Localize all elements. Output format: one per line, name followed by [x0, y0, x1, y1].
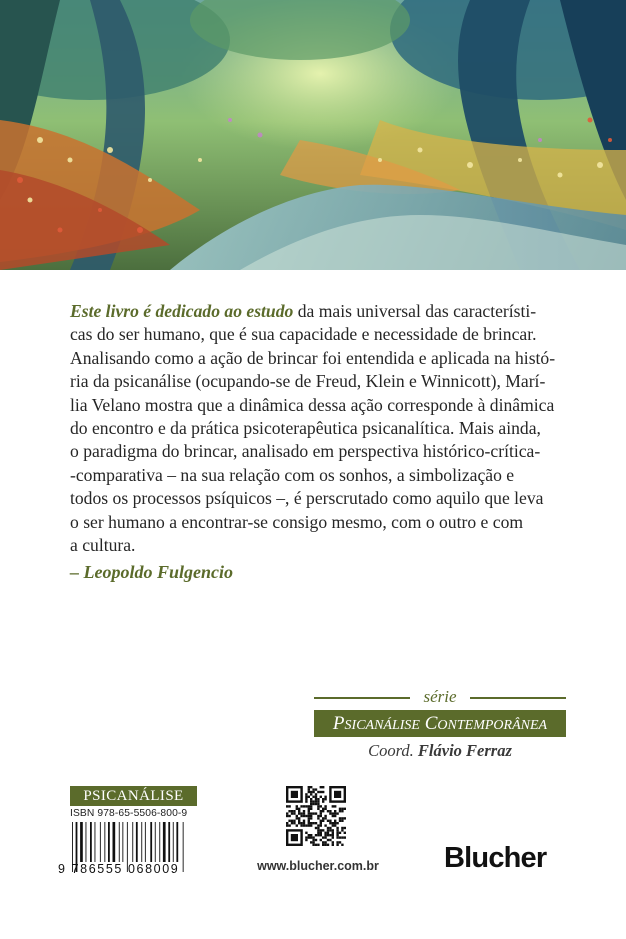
qr-module	[291, 820, 293, 822]
qr-module	[332, 822, 334, 824]
qr-module	[320, 791, 322, 793]
qr-module	[332, 812, 334, 814]
qr-module	[312, 788, 314, 790]
barcode-bar	[132, 822, 133, 862]
qr-module	[312, 841, 314, 843]
qr-module	[327, 832, 329, 834]
qr-module	[327, 834, 329, 836]
qr-module	[298, 812, 300, 814]
barcode-digits: 9 786555 068009	[58, 862, 180, 876]
qr-module	[286, 805, 288, 807]
qr-module	[288, 824, 290, 826]
barcode-bar	[173, 822, 174, 862]
qr-module	[324, 824, 326, 826]
qr-module	[305, 839, 307, 841]
barcode-bar	[163, 822, 166, 862]
qr-module	[310, 841, 312, 843]
qr-module	[300, 815, 302, 817]
cover-painting	[0, 0, 626, 270]
qr-module	[334, 824, 336, 826]
qr-module	[322, 836, 324, 838]
qr-module	[310, 822, 312, 824]
qr-module	[324, 798, 326, 800]
synopsis-text	[70, 300, 556, 557]
qr-module	[298, 810, 300, 812]
qr-module	[336, 844, 338, 846]
qr-module	[308, 796, 310, 798]
barcode-bar	[176, 822, 178, 862]
qr-module	[308, 834, 310, 836]
synopsis-line: lia Velano mostra que a dinâmica dessa ação corresponde à dinâmica	[70, 394, 555, 415]
qr-module	[322, 844, 324, 846]
qr-module	[320, 812, 322, 814]
qr-module	[300, 824, 302, 826]
qr-module	[334, 810, 336, 812]
qr-module	[317, 829, 319, 831]
qr-module	[317, 827, 319, 829]
qr-module	[303, 822, 305, 824]
qr-module	[296, 815, 298, 817]
qr-module	[308, 836, 310, 838]
qr-module	[327, 820, 329, 822]
qr-module	[336, 829, 338, 831]
barcode-bar	[95, 822, 96, 862]
qr-module	[336, 836, 338, 838]
qr-module	[322, 810, 324, 812]
qr-module	[286, 822, 288, 824]
synopsis-line-1: da mais universal das característi-	[293, 301, 537, 321]
barcode-bar	[86, 822, 87, 862]
qr-module	[308, 786, 310, 788]
qr-module	[305, 793, 307, 795]
series-name-word-1: SICANÁLISE	[344, 718, 420, 733]
qr-module	[341, 829, 343, 831]
qr-module	[315, 844, 317, 846]
qr-module	[317, 803, 319, 805]
qr-module	[315, 798, 317, 800]
qr-module	[334, 791, 341, 798]
qr-module	[332, 805, 334, 807]
qr-module	[293, 820, 295, 822]
qr-module	[310, 808, 312, 810]
qr-module	[303, 810, 305, 812]
qr-module	[308, 824, 310, 826]
qr-module	[310, 812, 312, 814]
qr-module	[315, 803, 317, 805]
blurb-attribution: – Leopoldo Fulgencio	[70, 562, 233, 582]
qr-module	[305, 805, 307, 807]
qr-module	[305, 798, 307, 800]
qr-module	[339, 808, 341, 810]
qr-module	[317, 824, 319, 826]
series-name	[314, 710, 566, 737]
qr-module	[293, 812, 295, 814]
qr-module	[317, 808, 319, 810]
series-name-word-2: ONTEMPORÂNEA	[437, 718, 548, 733]
qr-module	[320, 810, 322, 812]
qr-module	[339, 810, 341, 812]
qr-module	[305, 824, 307, 826]
qr-module	[320, 822, 322, 824]
barcode-bar	[145, 822, 146, 862]
qr-module	[336, 834, 338, 836]
qr-module	[308, 822, 310, 824]
qr-module	[344, 836, 346, 838]
qr-module	[308, 788, 310, 790]
qr-module	[324, 796, 326, 798]
synopsis-line	[70, 300, 556, 323]
qr-module	[317, 832, 319, 834]
qr-module	[308, 817, 310, 819]
qr-module	[312, 791, 314, 793]
qr-module	[291, 822, 293, 824]
qr-module	[322, 808, 324, 810]
qr-module	[315, 812, 317, 814]
qr-module	[320, 829, 322, 831]
barcode-bar	[119, 822, 120, 862]
qr-module	[329, 822, 331, 824]
qr-module	[305, 836, 307, 838]
qr-module	[308, 820, 310, 822]
qr-module	[312, 800, 314, 802]
qr-module	[324, 834, 326, 836]
qr-module	[329, 827, 331, 829]
synopsis-line: Analisando como a ação de brincar foi entendida e aplicada na histó-	[70, 347, 556, 368]
series-box	[314, 686, 566, 762]
qr-module	[320, 786, 322, 788]
qr-module	[296, 808, 298, 810]
qr-module	[341, 844, 343, 846]
qr-module	[322, 841, 324, 843]
qr-module	[322, 817, 324, 819]
series-name-initial-2: C	[424, 713, 438, 734]
qr-module	[300, 805, 302, 807]
qr-module	[320, 824, 322, 826]
qr-module	[296, 824, 298, 826]
qr-module	[308, 791, 310, 793]
qr-module	[298, 817, 300, 819]
qr-module	[341, 808, 343, 810]
synopsis-line: o ser humano a encontrar-se consigo mesmo, com o outro e com	[70, 511, 524, 532]
qr-module	[315, 827, 317, 829]
qr-module	[303, 820, 305, 822]
qr-module	[324, 815, 326, 817]
qr-module	[336, 832, 338, 834]
qr-module	[324, 844, 326, 846]
qr-module	[291, 834, 298, 841]
synopsis-line: -comparativa – na sua relação com os sonhos, a simbolização e	[70, 464, 515, 485]
qr-module	[344, 817, 346, 819]
qr-module	[336, 827, 338, 829]
qr-module	[339, 817, 341, 819]
qr-module	[324, 836, 326, 838]
qr-module	[291, 791, 298, 798]
qr-module	[327, 829, 329, 831]
qr-module	[291, 810, 293, 812]
barcode-bar	[141, 822, 142, 862]
qr-module	[320, 815, 322, 817]
qr-module	[310, 817, 312, 819]
barcode-bar	[113, 822, 116, 862]
qr-module	[324, 808, 326, 810]
qr-module	[317, 800, 319, 802]
qr-module	[300, 822, 302, 824]
qr-module	[336, 841, 338, 843]
qr-module	[308, 805, 310, 807]
qr-module	[329, 829, 331, 831]
qr-module	[286, 812, 288, 814]
qr-module	[334, 820, 336, 822]
qr-module	[315, 839, 317, 841]
qr-module	[329, 820, 331, 822]
qr-module	[341, 810, 343, 812]
series-coordinator	[314, 740, 566, 762]
qr-module	[296, 805, 298, 807]
synopsis-lead: Este livro é dedicado ao estudo	[70, 301, 294, 321]
qr-module	[310, 824, 312, 826]
qr-module	[303, 805, 305, 807]
qr-module	[310, 786, 312, 788]
qr-module	[332, 836, 334, 838]
qr-module	[305, 800, 307, 802]
qr-module	[303, 815, 305, 817]
qr-module	[329, 839, 331, 841]
qr-module	[329, 834, 331, 836]
barcode-bar	[104, 822, 105, 862]
qr-module	[322, 800, 324, 802]
qr-module	[341, 817, 343, 819]
qr-module	[310, 800, 312, 802]
qr-module	[310, 805, 312, 807]
qr-module	[324, 817, 326, 819]
qr-module	[344, 827, 346, 829]
qr-module	[339, 841, 341, 843]
qr-module	[334, 812, 336, 814]
qr-module	[298, 822, 300, 824]
qr-module	[329, 812, 331, 814]
qr-module	[303, 824, 305, 826]
qr-module	[341, 836, 343, 838]
qr-module	[317, 798, 319, 800]
synopsis-line: o paradigma do brincar, analisado em perspectiva histórico-crítica-	[70, 441, 541, 462]
coord-prefix: Coord.	[368, 741, 414, 760]
qr-module	[312, 812, 314, 814]
isbn-text: ISBN 978-65-5506-800-9	[70, 808, 188, 819]
qr-module	[332, 834, 334, 836]
qr-module	[320, 839, 322, 841]
barcode-bar	[136, 822, 138, 862]
qr-module	[312, 822, 314, 824]
coord-name: Flávio Ferraz	[417, 741, 512, 760]
barcode-bar	[90, 822, 92, 862]
qr-module	[291, 812, 293, 814]
qr-module	[341, 827, 343, 829]
qr-module	[332, 815, 334, 817]
publisher-logo: Blucher	[444, 842, 547, 874]
qr-module	[308, 815, 310, 817]
qr-module	[310, 798, 312, 800]
qr-module	[293, 822, 295, 824]
qr-code	[286, 786, 346, 846]
qr-module	[298, 808, 300, 810]
qr-module	[288, 820, 290, 822]
qr-module	[300, 812, 302, 814]
qr-module	[305, 815, 307, 817]
website-url: www.blucher.com.br	[257, 859, 379, 873]
qr-module	[341, 820, 343, 822]
qr-module	[286, 824, 288, 826]
qr-module	[317, 815, 319, 817]
qr-module	[296, 817, 298, 819]
series-name-initial-1: P	[332, 713, 345, 734]
qr-module	[339, 836, 341, 838]
qr-module	[327, 827, 329, 829]
qr-module	[322, 829, 324, 831]
qr-module	[324, 841, 326, 843]
qr-module	[310, 803, 312, 805]
qr-module	[286, 815, 288, 817]
qr-module	[322, 791, 324, 793]
qr-module	[336, 822, 338, 824]
qr-module	[334, 822, 336, 824]
qr-module	[322, 820, 324, 822]
qr-module	[334, 805, 336, 807]
qr-module	[322, 798, 324, 800]
qr-module	[332, 824, 334, 826]
qr-module	[327, 844, 329, 846]
synopsis-line: do encontro e da prática psicoterapêutica psicanalítica. Mais ainda,	[70, 418, 541, 439]
qr-module	[312, 803, 314, 805]
qr-module	[320, 834, 322, 836]
qr-module	[339, 832, 341, 834]
barcode-bar	[155, 822, 156, 862]
qr-module	[327, 839, 329, 841]
qr-module	[344, 832, 346, 834]
qr-module	[312, 796, 314, 798]
qr-module	[315, 793, 317, 795]
qr-module	[332, 841, 334, 843]
qr-module	[310, 793, 312, 795]
barcode-bar	[108, 822, 110, 862]
qr-module	[315, 822, 317, 824]
qr-module	[288, 810, 290, 812]
qr-module	[315, 796, 317, 798]
barcode-bar	[159, 822, 160, 862]
synopsis-line: todos os processos psíquicos –, é perscrutado como aquilo que leva	[70, 488, 544, 509]
qr-module	[312, 844, 314, 846]
series-label: série	[423, 687, 457, 706]
qr-module	[315, 788, 317, 790]
qr-module	[336, 812, 338, 814]
synopsis-line: a cultura.	[70, 535, 136, 556]
qr-module	[332, 832, 334, 834]
qr-module	[312, 839, 314, 841]
qr-module	[310, 836, 312, 838]
qr-module	[317, 834, 319, 836]
qr-module	[332, 844, 334, 846]
qr-module	[332, 829, 334, 831]
qr-module	[320, 805, 322, 807]
qr-module	[305, 796, 307, 798]
qr-module	[322, 786, 324, 788]
qr-module	[310, 815, 312, 817]
synopsis-line: cas do ser humano, que é sua capacidade e necessidade de brincar.	[70, 324, 537, 345]
qr-module	[317, 817, 319, 819]
qr-module	[317, 791, 319, 793]
qr-module	[308, 808, 310, 810]
qr-module	[320, 796, 322, 798]
qr-module	[303, 812, 305, 814]
qr-module	[315, 834, 317, 836]
qr-module	[310, 791, 312, 793]
qr-module	[324, 832, 326, 834]
qr-module	[324, 805, 326, 807]
subject-label: PSICANÁLISE	[70, 786, 197, 806]
qr-module	[312, 836, 314, 838]
qr-module	[305, 832, 307, 834]
barcode-bar	[150, 822, 152, 862]
qr-module	[293, 810, 295, 812]
qr-module	[308, 810, 310, 812]
barcode-bar	[100, 822, 101, 862]
qr-module	[298, 820, 300, 822]
qr-module	[317, 805, 319, 807]
qr-module	[334, 815, 336, 817]
barcode-bar	[168, 822, 170, 862]
qr-module	[310, 834, 312, 836]
qr-module	[315, 800, 317, 802]
qr-module	[288, 805, 290, 807]
qr-module	[339, 820, 341, 822]
barcode-bar	[80, 822, 83, 862]
qr-module	[329, 810, 331, 812]
qr-module	[320, 832, 322, 834]
qr-module	[327, 810, 329, 812]
qr-module	[317, 844, 319, 846]
qr-module	[308, 812, 310, 814]
synopsis-line: ria da psicanálise (ocupando-se de Freud, Klein e Winnicott), Marí-	[70, 371, 546, 392]
qr-module	[320, 820, 322, 822]
barcode-bar	[122, 822, 123, 862]
qr-module	[344, 808, 346, 810]
qr-module	[288, 815, 290, 817]
